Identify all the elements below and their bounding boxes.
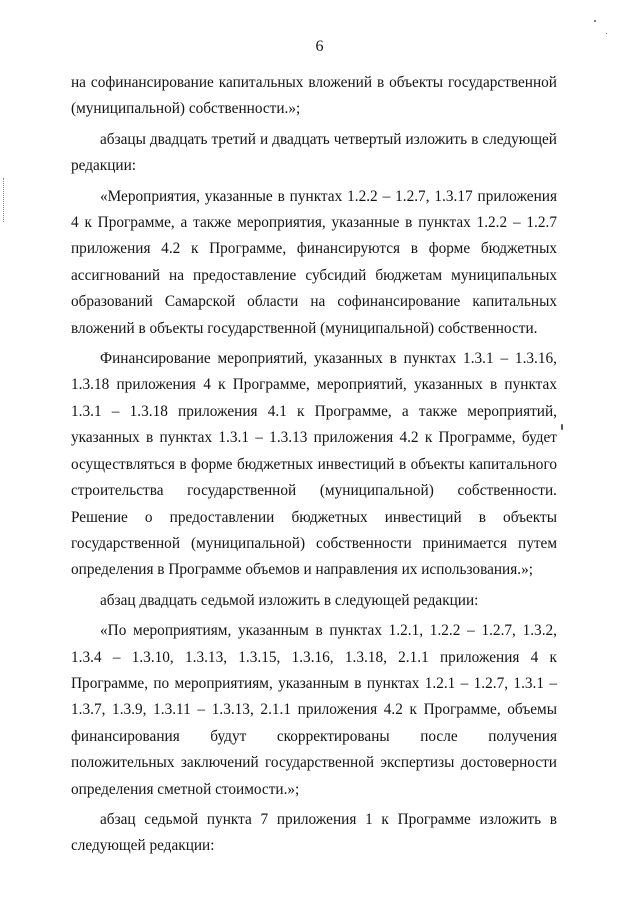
scan-speck (561, 424, 563, 430)
paragraph: абзацы двадцать третий и двадцать четвертый изложить в следующей редакции: (71, 130, 557, 175)
scan-margin-mark (3, 178, 6, 222)
paragraph: абзац седьмой пункта 7 приложения 1 к Программе изложить в следующей редакции: (71, 810, 557, 855)
scan-speck (594, 20, 596, 22)
paragraph: «Мероприятия, указанные в пунктах 1.2.2 – 1.2.7, 1.3.17 приложения 4 к Программе, а также мероприятия, указанные в пунктах 1.2.2 – 1.2.7 приложения 4.2 к Программе, финансируются в форме бюджетных ассигнований на предоставление субсидий бюджетам муниципальных образований Самарской области на софинансирование капитальных вложений в объекты государственной (муниципальной) собственности. (71, 187, 557, 337)
page-number: 6 (315, 38, 324, 55)
document-body (71, 70, 557, 860)
paragraph: «По мероприятиям, указанным в пунктах 1.2.1, 1.2.2 – 1.2.7, 1.3.2, 1.3.4 – 1.3.10, 1.3.13, 1.3.15, 1.3.16, 1.3.18, 2.1.1 приложения 4 к Программе, по мероприятиям, указанным в пунктах 1.2.1 – 1.2.7, 1.3.1 – 1.3.7, 1.3.9, 1.3.11 – 1.3.13, 2.1.1 приложения 4.2 к Программе, объемы финансирования будут скорректированы после получения положительных заключений государственной экспертизы достоверности определения сметной стоимости.»; (71, 622, 557, 798)
scan-speck (606, 33, 607, 34)
paragraph: Финансирование мероприятий, указанных в пунктах 1.3.1 – 1.3.16, 1.3.18 приложения 4 к Программе, мероприятий, указанных в пунктах 1.3.1 – 1.3.18 приложения 4.1 к Программе, а также мероприятий, указанных в пунктах 1.3.1 – 1.3.13 приложения 4.2 к Программе, будет осуществляться в форме бюджетных инвестиций в объекты капитального строительства государственной (муниципальной) собственности. Решение о предоставлении бюджетных инвестиций в объекты государственной (муниципальной) собственности принимается путем определения в Программе объемов и направления их использования.»; (71, 350, 557, 579)
paragraph: на софинансирование капитальных вложений в объекты государственной (муниципальной) собственности.»; (71, 74, 557, 118)
paragraph: абзац двадцать седьмой изложить в следующей редакции: (100, 591, 479, 609)
